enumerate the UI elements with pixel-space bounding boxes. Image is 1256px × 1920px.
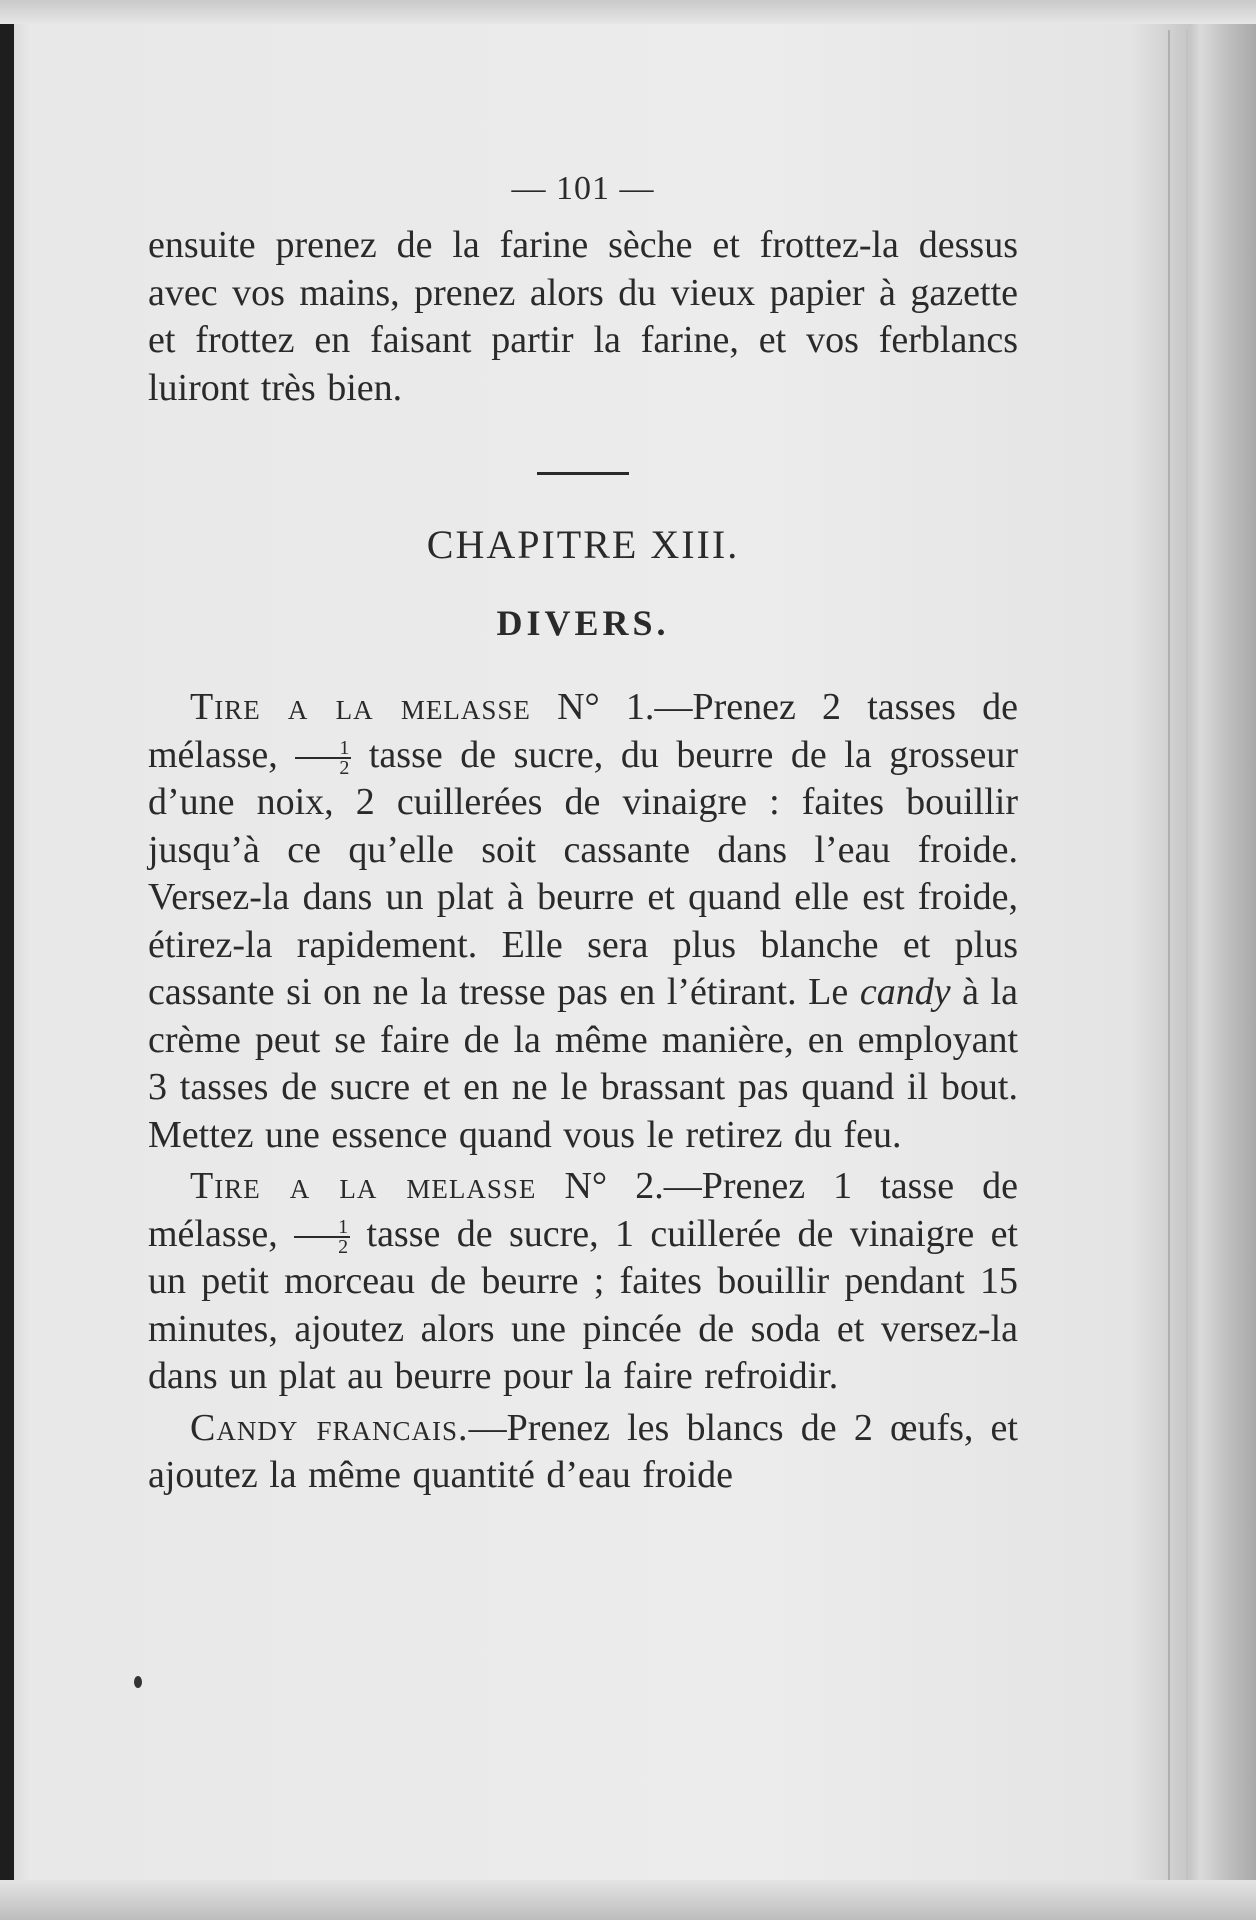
recipe-text: —Prenez 2 tasses de mélasse,	[148, 686, 1018, 776]
page-edge-line	[1186, 30, 1188, 1880]
fraction-denominator: 2	[338, 1235, 349, 1258]
recipe-text: —Prenez 1 tasse de mélasse,	[148, 1165, 1018, 1255]
fraction-denominator: 2	[339, 756, 350, 779]
ink-spot	[134, 1676, 142, 1688]
intro-paragraph: ensuite prenez de la farine sèche et frottez-la dessus avec vos mains, prenez alors du vieux papier à gazette et frottez en faisant partir la farine, et vos ferblancs luiront très bien.	[148, 224, 1018, 409]
fraction	[295, 736, 351, 779]
page-content	[148, 170, 1018, 1504]
recipe-paragraph	[148, 1405, 1018, 1500]
section-title: DIVERS.	[496, 603, 670, 643]
recipe-paragraph	[148, 684, 1018, 1159]
page-edge-line	[1168, 30, 1170, 1880]
recipe-heading: Candy francais.	[190, 1406, 469, 1449]
page-bottom-edge	[0, 1880, 1256, 1920]
recipe-italic-word: candy	[859, 971, 951, 1013]
section-divider	[537, 472, 629, 475]
page-top-edge	[0, 0, 1256, 24]
recipe-number: N° 1.	[557, 686, 655, 728]
recipe-text: à la crème peut se faire de la même manière, en employant 3 tasses de sucre et en ne le brassant pas quand il bout. Mettez une essence quand vous le retirez du feu.	[148, 971, 1018, 1156]
recipe-heading: Tire a la melasse	[190, 686, 531, 728]
chapter-title: CHAPITRE XIII.	[426, 522, 740, 567]
fraction-numerator: 1	[294, 1218, 350, 1238]
recipe-text: tasse de sucre, du beurre de la grosseur d’une noix, 2 cuillerées de vinaigre : faites bouillir jusqu’à ce qu’elle soit cassante dans l’eau froide. Versez-la dans un plat à beurre et quand elle est froide, étirez-la rapidement. Elle sera plus blanche et plus cassante si on ne la tresse pas en l’étirant. Le	[148, 733, 1018, 1013]
recipe-number: N° 2.	[564, 1165, 664, 1207]
recipe-heading: Tire a la melasse	[190, 1165, 537, 1207]
recipe-text: tasse de sucre, 1 cuillerée de vinaigre et un petit morceau de beurre ; faites bouillir pendant 15 minutes, ajoutez alors une pincée de soda et versez-la dans un plat au beurre pour la faire refroidir.	[148, 1212, 1018, 1397]
fraction	[294, 1215, 350, 1258]
fraction-numerator: 1	[295, 739, 351, 759]
recipe-paragraph	[148, 1163, 1018, 1401]
recipe-text: —Prenez les blancs de 2 œufs, et ajoutez la même quantité d’eau froide	[148, 1406, 1018, 1496]
page-number: — 101 —	[511, 170, 655, 207]
